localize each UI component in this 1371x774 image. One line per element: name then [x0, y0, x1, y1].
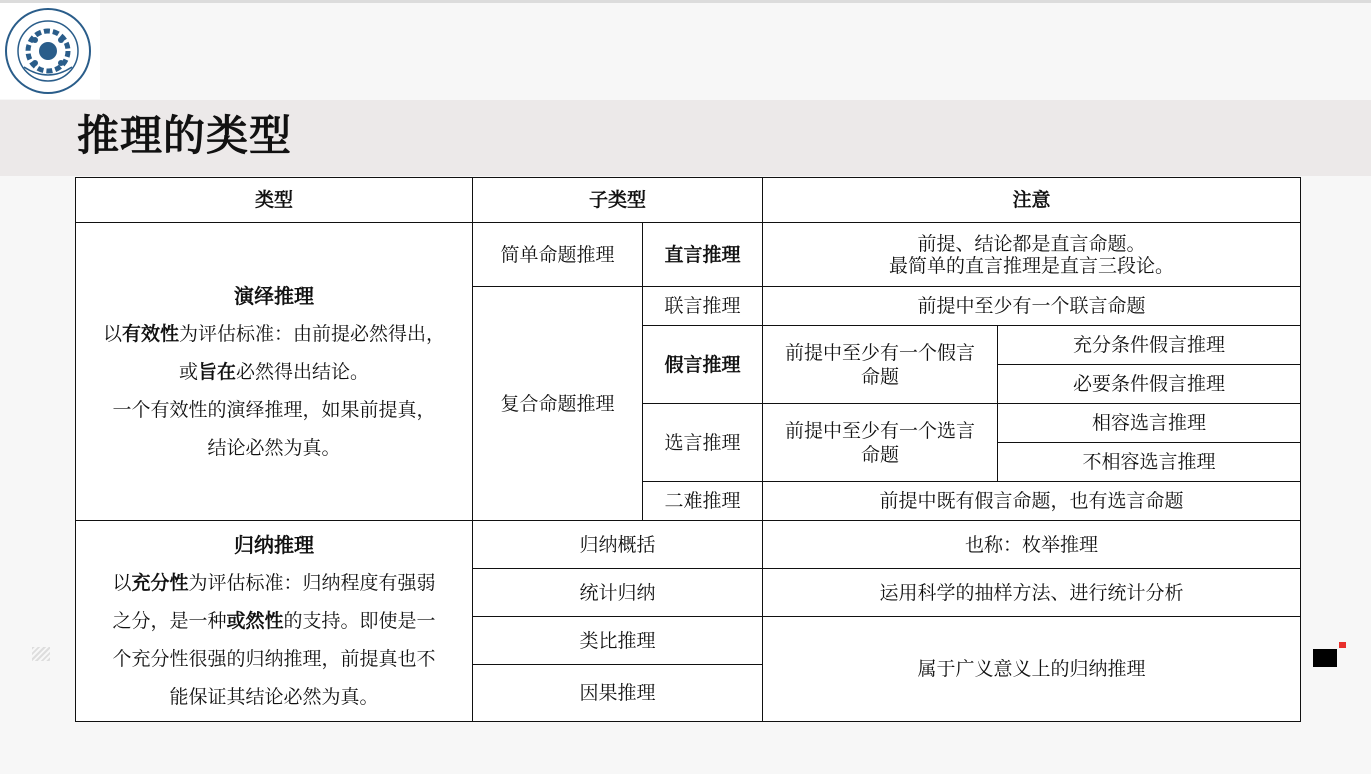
- disjunctive-label: 选言推理: [643, 404, 763, 482]
- table-row: [76, 521, 1301, 569]
- categorical-label: 直言推理: [643, 223, 763, 287]
- compound-proposition-label: 复合命题推理: [473, 287, 643, 521]
- categorical-note: 前提、结论都是直言命题。 最简单的直言推理是直言三段论。: [763, 223, 1301, 287]
- deductive-line-1: 以有效性为评估标准：由前提必然得出，: [102, 322, 446, 345]
- inductive-generalization-label: 归纳概括: [473, 521, 763, 569]
- logo: [0, 3, 100, 99]
- top-border: [0, 0, 1371, 3]
- reasoning-types-table: [75, 177, 1301, 722]
- analogical-reasoning-label: 类比推理: [473, 617, 763, 665]
- deductive-line-4: 结论必然为真。: [207, 436, 341, 459]
- deductive-line-2: 或旨在必然得出结论。: [178, 360, 370, 383]
- statistical-induction-label: 统计归纳: [473, 569, 763, 617]
- deductive-title: 演绎推理: [234, 283, 314, 308]
- causal-reasoning-label: 因果推理: [473, 665, 763, 722]
- conjunctive-note: 前提中至少有一个联言命题: [763, 287, 1301, 326]
- dilemma-label: 二难推理: [643, 482, 763, 521]
- table-row: [76, 223, 1301, 287]
- conjunctive-label: 联言推理: [643, 287, 763, 326]
- inductive-description: [76, 521, 473, 722]
- inductive-title: 归纳推理: [234, 533, 314, 557]
- inductive-line-1: 以充分性为评估标准：归纳程度有强弱: [112, 572, 436, 594]
- header-subtype: 子类型: [473, 178, 763, 223]
- disjunctive-sub-1: 相容选言推理: [998, 404, 1301, 443]
- broad-induction-note: 属于广义意义上的归纳推理: [763, 617, 1301, 722]
- slide-marker: [1313, 649, 1337, 667]
- disjunctive-sub-2: 不相容选言推理: [998, 443, 1301, 482]
- simple-proposition-label: 简单命题推理: [473, 223, 643, 287]
- hypothetical-label: 假言推理: [643, 326, 763, 404]
- hypothetical-note: 前提中至少有一个假言命题: [763, 326, 998, 404]
- deductive-description: [76, 223, 473, 521]
- hypothetical-sub-2: 必要条件假言推理: [998, 365, 1301, 404]
- header-type: 类型: [76, 178, 473, 223]
- table-header-row: [76, 178, 1301, 223]
- deductive-line-3: 一个有效性的演绎推理，如果前提真，: [112, 398, 436, 421]
- inductive-line-4: 能保证其结论必然为真。: [169, 686, 379, 708]
- school-seal-icon: [4, 7, 92, 95]
- inductive-line-3: 个充分性很强的归纳推理，前提真也不: [112, 648, 436, 670]
- header-note: 注意: [763, 178, 1301, 223]
- hypothetical-sub-1: 充分条件假言推理: [998, 326, 1301, 365]
- decorative-dots: [32, 647, 50, 661]
- inductive-line-2: 之分，是一种或然性的支持。即使是一: [112, 610, 436, 632]
- statistical-induction-note: 运用科学的抽样方法、进行统计分析: [763, 569, 1301, 617]
- inductive-generalization-note: 也称：枚举推理: [763, 521, 1301, 569]
- slide-marker-accent: [1339, 642, 1346, 648]
- dilemma-note: 前提中既有假言命题，也有选言命题: [763, 482, 1301, 521]
- disjunctive-note: 前提中至少有一个选言命题: [763, 404, 998, 482]
- page-title: 推理的类型: [77, 111, 293, 160]
